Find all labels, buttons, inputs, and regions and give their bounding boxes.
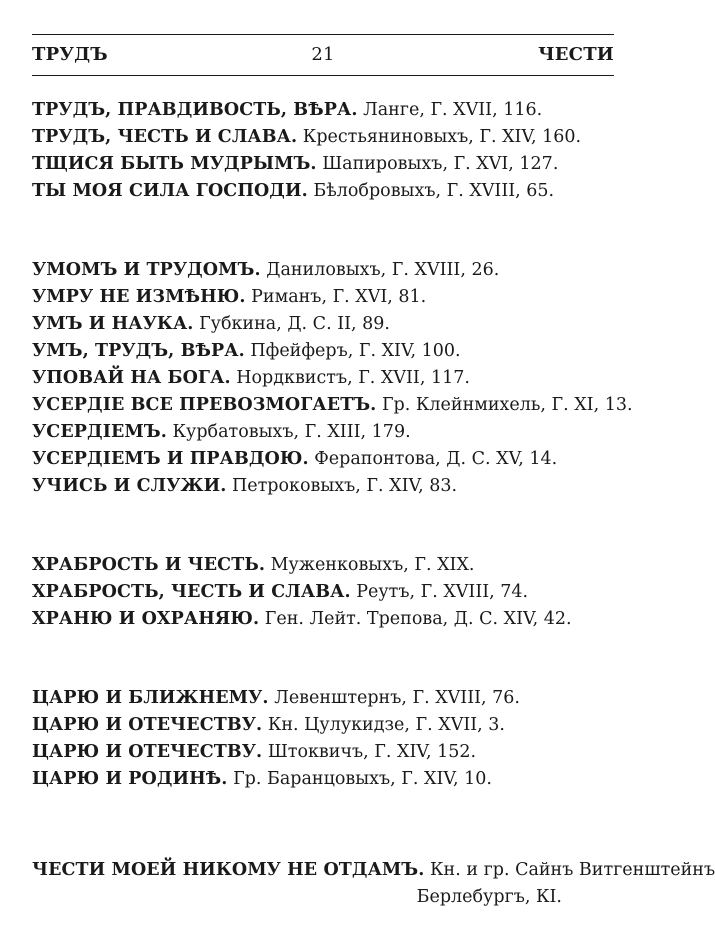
running-head-right: ЧЕСТИ: [538, 44, 614, 65]
owner-reference: Реутъ, Г. XVIII, 74.: [356, 582, 529, 602]
motto-text: УСЕРДІЕ ВСЕ ПРЕВОЗМОГАЕТЪ.: [32, 395, 377, 415]
motto-text: ЦАРЮ И ОТЕЧЕСТВУ.: [32, 715, 263, 735]
motto-entry: [32, 311, 632, 338]
motto-entry: [32, 257, 632, 284]
closing-owner-1: Кн. и гр. Сайнъ Витгенштейнъ: [430, 860, 715, 880]
owner-reference: Ген. Лейт. Трепова, Д. С. XIV, 42.: [264, 609, 572, 629]
motto-list: [32, 97, 632, 793]
owner-reference: Курбатовыхъ, Г. XIII, 179.: [172, 422, 411, 442]
motto-entry: [32, 392, 632, 419]
motto-text: УМРУ НЕ ИЗМѢНЮ.: [32, 287, 246, 307]
closing-entry: [32, 857, 715, 911]
motto-text: ЦАРЮ И ОТЕЧЕСТВУ.: [32, 742, 263, 762]
owner-reference: Ланге, Г. XVII, 116.: [363, 100, 543, 120]
motto-entry: [32, 712, 632, 739]
owner-reference: Ферапонтова, Д. С. XV, 14.: [314, 449, 558, 469]
motto-text: УСЕРДІЕМЪ И ПРАВДОЮ.: [32, 449, 309, 469]
motto-text: ТЫ МОЯ СИЛА ГОСПОДИ.: [32, 181, 308, 201]
closing-line-2: [32, 884, 614, 911]
owner-reference: Левенштернъ, Г. XVIII, 76.: [274, 688, 520, 708]
motto-group: [32, 552, 632, 633]
motto-entry: [32, 446, 632, 473]
motto-entry: [32, 579, 632, 606]
motto-entry: [32, 365, 632, 392]
motto-entry: [32, 685, 632, 712]
closing-owner-2: Берлебургъ, КI.: [416, 887, 562, 907]
closing-line-1: [32, 857, 715, 884]
motto-entry: [32, 766, 632, 793]
motto-entry: [32, 178, 632, 205]
motto-text: ТРУДЪ, ЧЕСТЬ И СЛАВА.: [32, 127, 298, 147]
motto-group: [32, 257, 632, 500]
motto-entry: [32, 338, 632, 365]
motto-text: УПОВАЙ НА БОГА.: [32, 368, 231, 388]
motto-text: ХРАНЮ И ОХРАНЯЮ.: [32, 609, 260, 629]
motto-text: ХРАБРОСТЬ И ЧЕСТЬ.: [32, 555, 266, 575]
owner-reference: Крестьяниновыхъ, Г. XIV, 160.: [302, 127, 582, 147]
owner-reference: Гр. Клейнмихель, Г. XI, 13.: [381, 395, 633, 415]
owner-reference: Губкина, Д. С. II, 89.: [199, 314, 390, 334]
owner-reference: Пфейферъ, Г. XIV, 100.: [250, 341, 461, 361]
running-head: [32, 44, 614, 70]
motto-text: ЦАРЮ И БЛИЖНЕМУ.: [32, 688, 269, 708]
owner-reference: Даниловыхъ, Г. XVIII, 26.: [266, 260, 500, 280]
closing-motto: ЧЕСТИ МОЕЙ НИКОМУ НЕ ОТДАМЪ.: [32, 860, 425, 880]
owner-reference: Штоквичъ, Г. XIV, 152.: [267, 742, 477, 762]
motto-text: ЦАРЮ И РОДИНѢ.: [32, 769, 228, 789]
motto-entry: [32, 151, 632, 178]
motto-text: ХРАБРОСТЬ, ЧЕСТЬ И СЛАВА.: [32, 582, 351, 602]
motto-entry: [32, 739, 632, 766]
motto-text: ТРУДЪ, ПРАВДИВОСТЬ, ВѢРА.: [32, 100, 358, 120]
motto-entry: [32, 97, 632, 124]
owner-reference: Шапировыхъ, Г. XVI, 127.: [322, 154, 559, 174]
page-number: 21: [311, 44, 335, 65]
owner-reference: Муженковыхъ, Г. XIX.: [270, 555, 475, 575]
header-rule: [32, 75, 614, 76]
top-rule: [32, 34, 614, 35]
motto-entry: [32, 552, 632, 579]
motto-entry: [32, 419, 632, 446]
motto-entry: [32, 606, 632, 633]
owner-reference: Нордквистъ, Г. XVII, 117.: [236, 368, 470, 388]
owner-reference: Риманъ, Г. XVI, 81.: [251, 287, 427, 307]
motto-text: УМЪ, ТРУДЪ, ВѢРА.: [32, 341, 245, 361]
owner-reference: Бѣлобровыхъ, Г. XVIII, 65.: [313, 181, 555, 201]
motto-text: ТЩИСЯ БЫТЬ МУДРЫМЪ.: [32, 154, 317, 174]
motto-entry: [32, 124, 632, 151]
motto-text: УМЪ И НАУКА.: [32, 314, 194, 334]
motto-text: УСЕРДІЕМЪ.: [32, 422, 167, 442]
owner-reference: Кн. Цулукидзе, Г. XVII, 3.: [267, 715, 505, 735]
motto-entry: [32, 284, 632, 311]
motto-entry: [32, 473, 632, 500]
motto-text: УЧИСЬ И СЛУЖИ.: [32, 476, 227, 496]
motto-text: УМОМЪ И ТРУДОМЪ.: [32, 260, 261, 280]
motto-group: [32, 97, 632, 205]
running-head-left: ТРУДЪ: [32, 44, 108, 65]
owner-reference: Гр. Баранцовыхъ, Г. XIV, 10.: [233, 769, 492, 789]
motto-group: [32, 685, 632, 793]
owner-reference: Петроковыхъ, Г. XIV, 83.: [231, 476, 458, 496]
